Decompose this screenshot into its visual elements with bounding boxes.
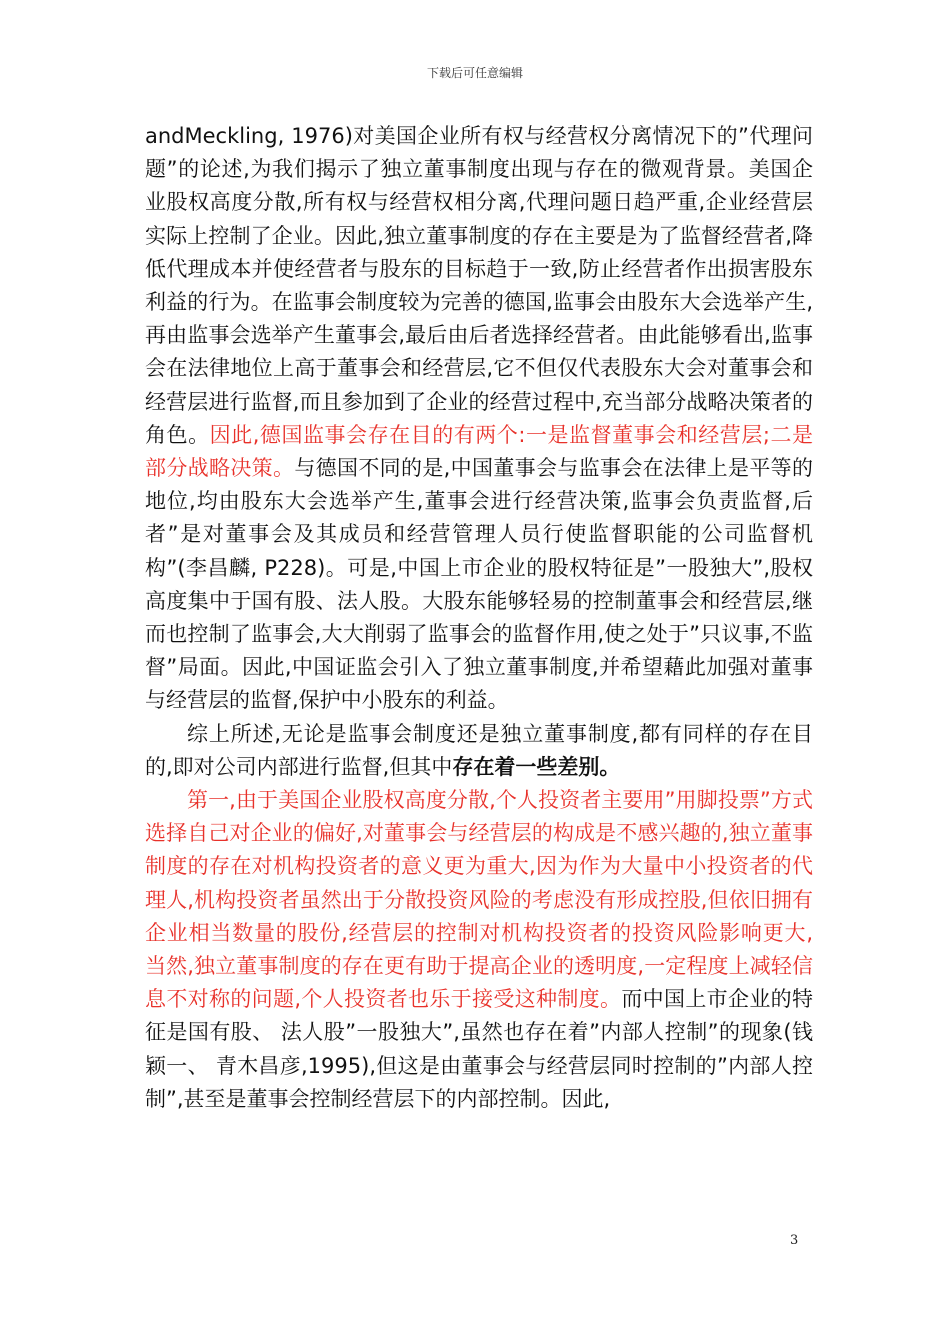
paragraph-text: 与德国不同的是,中国董事会与监事会在法律上是平等的地位,均由股东大会选举产生,董事会进行经营决策,监事会负责监督,后者”是对董事会及其成员和经营管理人员行使监督职能的公司监督机构”(李昌麟, P228)。可是,中国上市企业的股权特征是”一股独大”,股权高度集中于国有股、法人股。大股东能够轻易的控制董事会和经营层,继而也控制了监事会,大大削弱了监事会的监督作用,使之处于”只议事,不监督”局面。因此,中国证监会引入了独立董事制度,并希望藉此加强对董事与经营层的监督,保护中小股东的利益。 — [145, 456, 813, 713]
document-body — [145, 120, 813, 1116]
page-header: 下载后可任意编辑 — [426, 66, 523, 80]
paragraph — [145, 784, 813, 1116]
page-number: 3 — [790, 1233, 799, 1248]
paragraph-text: andMeckling, 1976)对美国企业所有权与经营权分离情况下的”代理问题”的论述,为我们揭示了独立董事制度出现与存在的微观背景。美国企业股权高度分散,所有权与经营权相分离,代理问题日趋严重,企业经营层实际上控制了企业。因此,独立董事制度的存在主要是为了监督经营者,降低代理成本并使经营者与股东的目标趋于一致,防止经营者作出损害股东利益的行为。在监事会制度较为完善的德国,监事会由股东大会选举产生,再由监事会选举产生董事会,最后由后者选择经营者。由此能够看出,监事会在法律地位上高于董事会和经营层,它不但仅代表股东大会对董事会和经营层进行监督,而且参加到了企业的经营过程中,充当部分战略决策者的角色。 — [145, 124, 813, 447]
highlighted-text: 第一,由于美国企业股权高度分散,个人投资者主要用”用脚投票”方式选择自己对企业的偏好,对董事会与经营层的构成是不感兴趣的,独立董事制度的存在对机构投资者的意义更为重大,因为作为大量中小投资者的代理人,机构投资者虽然出于分散投资风险的考虑没有形成控股,但依旧拥有企业相当数量的股份,经营层的控制对机构投资者的投资风险影响更大, 当然,独立董事制度的存在更有助于提高企业的透明度,一定程度上减轻信息不对称的问题,个人投资者也乐于接受这种制度。 — [145, 788, 813, 1012]
paragraph-text: 而中国上市企业的特征是国有股、 法人股”一股独大”,虽然也存在着”内部人控制”的现象(钱颖一、 青木昌彦,1995),但这是由董事会与经营层同时控制的”内部人控制”,甚至是董事会控制经营层下的内部控制。因此, — [145, 987, 813, 1111]
highlighted-text: 因此,德国监事会存在目的有两个:一是监督董事会和经营层;二是部分战略决策。 — [145, 422, 814, 481]
paragraph-text: 综上所述,无论是监事会制度还是独立董事制度,都有同样的存在目的,即对公司内部进行监督,但其中 — [145, 721, 813, 779]
paragraph — [145, 120, 813, 718]
paragraph — [145, 718, 813, 784]
bold-text: 存在着一些差别。 — [452, 754, 621, 779]
